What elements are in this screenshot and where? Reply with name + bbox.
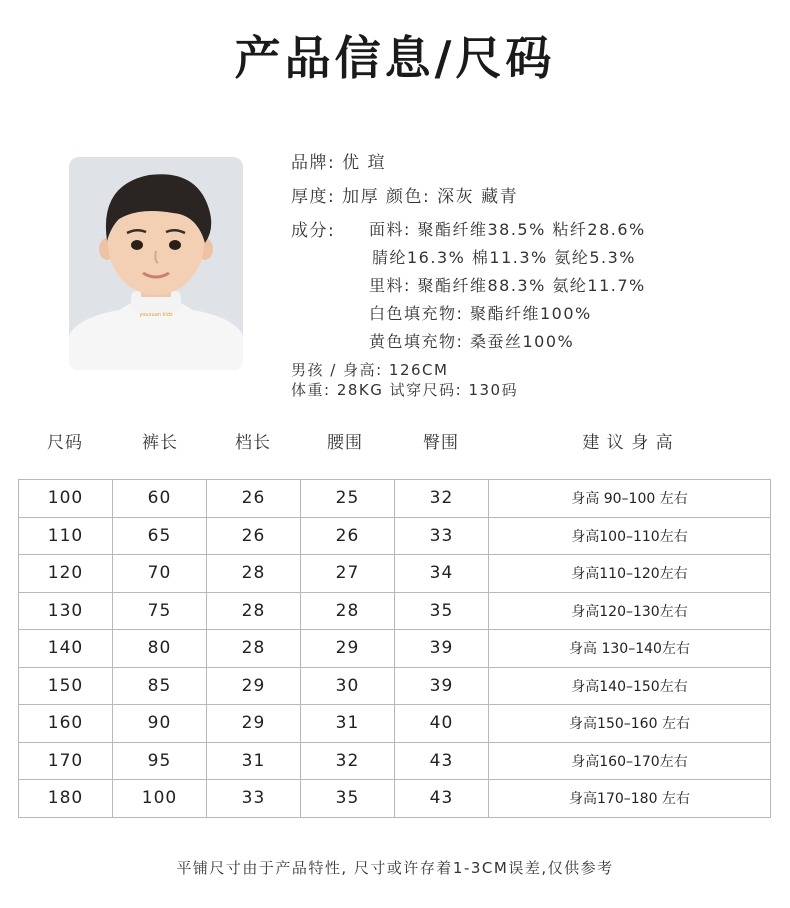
header-hip: 臀围 bbox=[423, 433, 459, 453]
cell-size: 110 bbox=[19, 517, 113, 555]
cell-suggested-height: 身高100–110左右 bbox=[489, 517, 771, 555]
cell-rise: 26 bbox=[207, 517, 301, 555]
header-rise: 档长 bbox=[235, 433, 271, 453]
cell-suggested-height: 身高140–150左右 bbox=[489, 667, 771, 705]
cell-pants-length: 100 bbox=[113, 780, 207, 818]
composition-line-4: 白色填充物: 聚酯纤维100% bbox=[369, 304, 592, 323]
composition-line-5: 黄色填充物: 桑蚕丝100% bbox=[369, 332, 575, 351]
cell-hip: 39 bbox=[395, 667, 489, 705]
cell-suggested-height: 身高120–130左右 bbox=[489, 592, 771, 630]
table-row bbox=[19, 630, 771, 668]
header-waist: 腰围 bbox=[327, 433, 363, 453]
cell-suggested-height: 身高160–170左右 bbox=[489, 742, 771, 780]
shirt-logo: youxuan kids bbox=[139, 312, 173, 318]
cell-size: 150 bbox=[19, 667, 113, 705]
composition-line-3: 里料: 聚酯纤维88.3% 氨纶11.7% bbox=[369, 276, 646, 295]
cell-waist: 27 bbox=[301, 555, 395, 593]
model-line-1: 男孩 / 身高: 126CM bbox=[291, 361, 449, 379]
cell-waist: 30 bbox=[301, 667, 395, 705]
header-suggested-height: 建 议 身 高 bbox=[582, 433, 674, 453]
cell-pants-length: 65 bbox=[113, 517, 207, 555]
cell-pants-length: 75 bbox=[113, 592, 207, 630]
table-row bbox=[19, 480, 771, 518]
cell-waist: 25 bbox=[301, 480, 395, 518]
cell-pants-length: 85 bbox=[113, 667, 207, 705]
table-row bbox=[19, 705, 771, 743]
cell-size: 170 bbox=[19, 742, 113, 780]
cell-hip: 33 bbox=[395, 517, 489, 555]
cell-rise: 33 bbox=[207, 780, 301, 818]
cell-size: 140 bbox=[19, 630, 113, 668]
cell-rise: 29 bbox=[207, 705, 301, 743]
cell-pants-length: 60 bbox=[113, 480, 207, 518]
header-size: 尺码 bbox=[47, 433, 83, 453]
cell-rise: 26 bbox=[207, 480, 301, 518]
cell-hip: 43 bbox=[395, 742, 489, 780]
cell-rise: 28 bbox=[207, 630, 301, 668]
cell-hip: 40 bbox=[395, 705, 489, 743]
cell-size: 180 bbox=[19, 780, 113, 818]
cell-waist: 32 bbox=[301, 742, 395, 780]
cell-waist: 31 bbox=[301, 705, 395, 743]
table-row bbox=[19, 592, 771, 630]
thickness-color-line: 厚度: 加厚 颜色: 深灰 藏青 bbox=[291, 187, 519, 207]
cell-pants-length: 80 bbox=[113, 630, 207, 668]
page-title: 产品信息/尺码 bbox=[234, 31, 556, 85]
cell-waist: 26 bbox=[301, 517, 395, 555]
cell-rise: 28 bbox=[207, 555, 301, 593]
cell-suggested-height: 身高110–120左右 bbox=[489, 555, 771, 593]
composition-line-1: 面料: 聚酯纤维38.5% 粘纤28.6% bbox=[369, 220, 646, 239]
cell-hip: 32 bbox=[395, 480, 489, 518]
cell-size: 100 bbox=[19, 480, 113, 518]
boy-illustration bbox=[69, 157, 243, 370]
cell-rise: 29 bbox=[207, 667, 301, 705]
cell-pants-length: 90 bbox=[113, 705, 207, 743]
cell-size: 160 bbox=[19, 705, 113, 743]
cell-suggested-height: 身高150–160 左右 bbox=[489, 705, 771, 743]
model-photo bbox=[69, 157, 243, 370]
model-line-2: 体重: 28KG 试穿尺码: 130码 bbox=[291, 381, 519, 399]
table-row bbox=[19, 780, 771, 818]
cell-hip: 35 bbox=[395, 592, 489, 630]
cell-suggested-height: 身高170–180 左右 bbox=[489, 780, 771, 818]
table-row bbox=[19, 555, 771, 593]
cell-rise: 31 bbox=[207, 742, 301, 780]
table-row bbox=[19, 742, 771, 780]
size-table bbox=[18, 479, 771, 818]
cell-waist: 28 bbox=[301, 592, 395, 630]
cell-hip: 34 bbox=[395, 555, 489, 593]
cell-hip: 43 bbox=[395, 780, 489, 818]
footer-note: 平铺尺寸由于产品特性, 尺寸或许存着1-3CM误差,仅供参考 bbox=[176, 859, 614, 877]
cell-waist: 29 bbox=[301, 630, 395, 668]
cell-rise: 28 bbox=[207, 592, 301, 630]
cell-pants-length: 70 bbox=[113, 555, 207, 593]
cell-hip: 39 bbox=[395, 630, 489, 668]
cell-size: 130 bbox=[19, 592, 113, 630]
table-row bbox=[19, 667, 771, 705]
header-pants-length: 裤长 bbox=[142, 433, 178, 453]
cell-size: 120 bbox=[19, 555, 113, 593]
cell-suggested-height: 身高 130–140左右 bbox=[489, 630, 771, 668]
composition-label: 成分: bbox=[291, 221, 336, 241]
composition-line-2: 腈纶16.3% 棉11.3% 氨纶5.3% bbox=[372, 248, 636, 267]
cell-suggested-height: 身高 90–100 左右 bbox=[489, 480, 771, 518]
cell-waist: 35 bbox=[301, 780, 395, 818]
table-row bbox=[19, 517, 771, 555]
cell-pants-length: 95 bbox=[113, 742, 207, 780]
brand-line: 品牌: 优 瑄 bbox=[291, 153, 387, 173]
